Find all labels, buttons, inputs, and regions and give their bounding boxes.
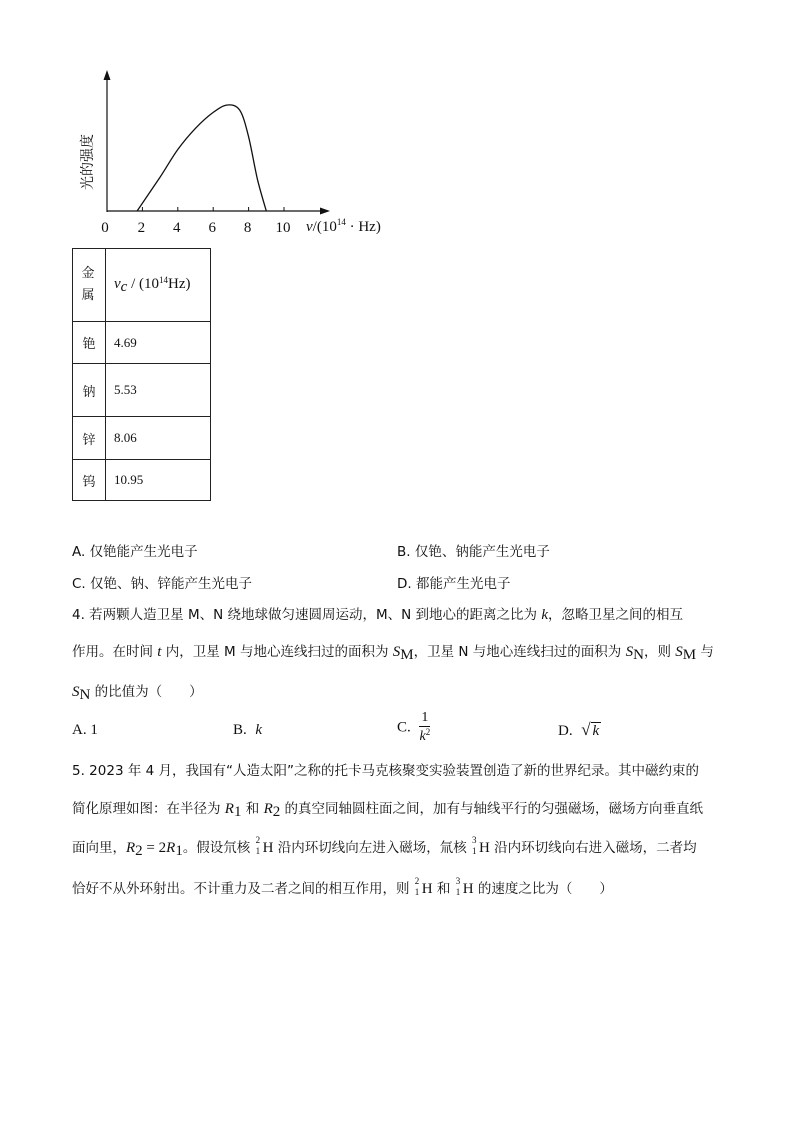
frequency-cell: 4.69 [106, 322, 211, 364]
intensity-frequency-graph [60, 64, 400, 244]
frequency-cell: 8.06 [106, 417, 211, 460]
header-frequency: $\nu_c / (10^{14}Hz)$ [106, 249, 211, 322]
tritium-symbol: 3 1 [472, 835, 477, 856]
q4-line-1: 4. 若两颗人造卫星 M、N 绕地球做匀速圆周运动，M、N 到地心的距离之比为 k，忽略卫星之间的相互 [72, 607, 684, 623]
x-tick-label: 10 [275, 220, 291, 236]
q3-option-a: A. 仅铯能产生光电子 [72, 544, 198, 560]
q5-line-4: 恰好不从外环射出。不计重力及二者之间的相互作用，则 2 1 H 和 3 1 H 的速度之比为（ ） [72, 876, 613, 897]
metal-cell: 钠 [73, 364, 106, 417]
q4-option-b: B. k [233, 722, 263, 738]
table-row [73, 322, 211, 364]
x-tick-label: 4 [173, 220, 181, 236]
q3-option-b: B. 仅铯、钠能产生光电子 [397, 544, 550, 560]
q3-option-c: C. 仅铯、钠、锌能产生光电子 [72, 576, 253, 592]
x-axis-label: $\nu/(10^{14} \cdot Hz)$ [306, 217, 381, 235]
deuterium-symbol: 2 1 [414, 876, 420, 897]
y-axis-arrow [104, 70, 111, 80]
q5-line-2: 简化原理如图：在半径为 $R_1$ 和 $R_2$ 的真空同轴圆柱面之间，加有与轴线平行的匀强磁场，磁场方向垂直纸 [72, 801, 704, 820]
q5-line-1: 5. 2023 年 4 月，我国有“人造太阳”之称的托卡马克核聚变实验装置创造了新的世界纪录。其中磁约束的 [72, 763, 699, 779]
x-tick-label: 6 [208, 220, 216, 236]
x-tick-label: 2 [137, 220, 146, 236]
q4-option-d: D. √ k [558, 720, 600, 739]
q5-line-3: 面向里，$R_2 = 2R_1$。假设氘核 2 1 H 沿内环切线向左进入磁场，氚核 3 1 H 沿内环切线向右进入磁场，二者均 [72, 835, 697, 859]
table-row [73, 364, 211, 417]
y-axis-label: 光的强度 [80, 134, 96, 190]
frequency-cell: 5.53 [106, 364, 211, 417]
q3-option-d: D. 都能产生光电子 [397, 576, 511, 592]
metal-threshold-table [72, 248, 211, 501]
table-row [73, 460, 211, 501]
metal-cell: 钨 [73, 460, 106, 501]
tritium-symbol: 3 1 [455, 876, 461, 897]
x-axis-arrow [320, 208, 330, 215]
intensity-curve [137, 105, 266, 211]
table-row [73, 417, 211, 460]
q4-line-2: 作用。在时间 t 内，卫星 M 与地心连线扫过的面积为 $S_M$，卫星 N 与地心连线扫过的面积为 $S_N$，则 $S_M$ 与 [72, 644, 714, 663]
q4-option-a: A. 1 [72, 722, 98, 738]
header-metal: 金属 [73, 249, 106, 322]
q4-line-3: $S_N$ 的比值为（ ） [72, 684, 203, 703]
metal-cell: 铯 [73, 322, 106, 364]
x-tick-label: 8 [243, 220, 252, 236]
table-header-row [73, 249, 211, 322]
q4-option-c: C. $\frac{1}{k^2}$ [397, 710, 431, 744]
deuterium-symbol: 2 1 [255, 835, 261, 856]
x-tick-label: 0 [101, 220, 109, 236]
metal-cell: 锌 [73, 417, 106, 460]
frequency-cell: 10.95 [106, 460, 211, 501]
